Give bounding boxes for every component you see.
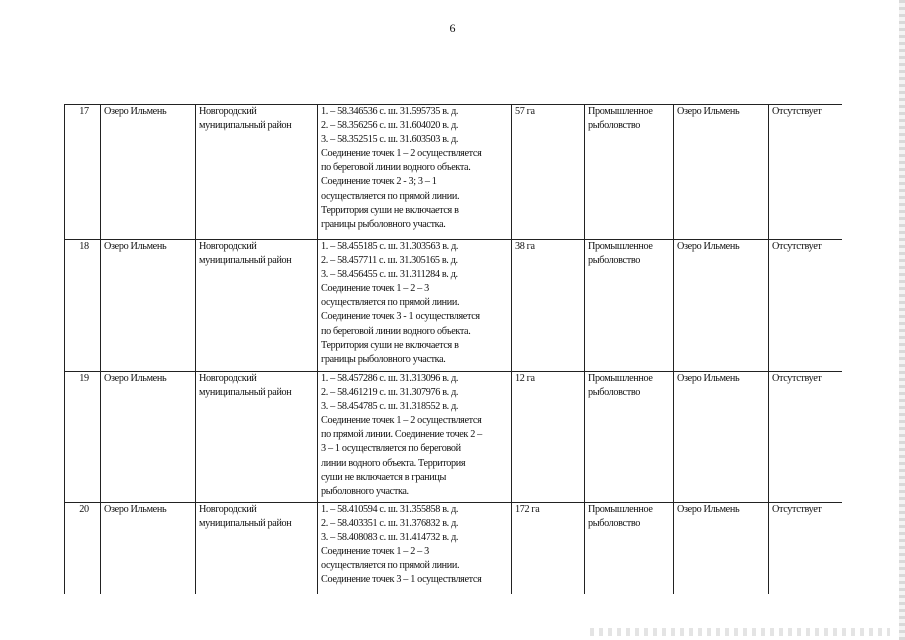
coordinate-line: осуществляется по прямой линии. [321,560,460,572]
coordinate-line: осуществляется по прямой линии. [321,190,460,202]
coordinate-line: 3. – 58.352515 с. ш. 31.603503 в. д. [321,134,459,146]
coordinate-line: 1. – 58.410594 с. ш. 31.355858 в. д. [321,504,459,515]
table-body [65,105,843,595]
coordinate-line: 3 – 1 осуществляется по береговой [321,443,461,455]
cell-coordinates [318,372,512,503]
cell-water-body: Озеро Ильмень [674,372,769,503]
coordinate-line: 2. – 58.457711 с. ш. 31.305165 в. д. [321,255,458,267]
cell-status: Отсутствует [769,503,843,595]
cell-status: Отсутствует [769,372,843,503]
cell-district [196,372,318,503]
cell-number: 17 [65,105,101,240]
coordinate-line: 2. – 58.403351 с. ш. 31.376832 в. д. [321,518,459,530]
district-line: муниципальный район [199,255,292,267]
scan-edge-artifact [899,0,905,640]
district-line: Новгородский [199,106,257,117]
coordinate-line: линии водного объекта. Территория [321,457,466,469]
cell-water-body: Озеро Ильмень [674,503,769,595]
cell-status: Отсутствует [769,105,843,240]
cell-coordinates [318,105,512,240]
cell-number: 19 [65,372,101,503]
cell-usage [585,240,674,372]
cell-coordinates [318,503,512,595]
usage-line: рыболовство [588,518,640,530]
cell-number: 20 [65,503,101,595]
coordinate-line: по прямой линии. Соединение точек 2 – [321,429,482,441]
coordinate-line: осуществляется по прямой линии. [321,297,460,309]
coordinate-line: 1. – 58.455185 с. ш. 31.303563 в. д. [321,241,459,252]
cell-district [196,105,318,240]
cell-water-body: Озеро Ильмень [674,240,769,372]
usage-line: Промышленное [588,241,653,252]
coordinate-line: Соединение точек 1 – 2 – 3 [321,283,429,295]
cell-usage [585,372,674,503]
table-row [65,503,843,595]
cell-lake-name: Озеро Ильмень [101,240,196,372]
cell-area: 57 га [512,105,585,240]
district-line: Новгородский [199,504,257,515]
cell-area: 172 га [512,503,585,595]
district-line: Новгородский [199,373,257,384]
coordinate-line: Соединение точек 2 - 3; 3 – 1 [321,176,437,188]
cell-district [196,503,318,595]
fishing-areas-table-wrapper [64,104,842,594]
usage-line: Промышленное [588,373,653,384]
coordinate-line: 1. – 58.346536 с. ш. 31.595735 в. д. [321,106,459,117]
coordinate-line: Соединение точек 1 – 2 осуществляется [321,148,482,160]
coordinate-line: 3. – 58.408083 с. ш. 31.414732 в. д. [321,532,459,544]
table-row [65,372,843,503]
cell-area: 38 га [512,240,585,372]
coordinate-line: 3. – 58.454785 с. ш. 31.318552 в. д. [321,401,459,413]
district-line: муниципальный район [199,120,292,132]
usage-line: Промышленное [588,106,653,117]
cell-district [196,240,318,372]
cell-water-body: Озеро Ильмень [674,105,769,240]
coordinate-line: рыболовного участка. [321,485,409,497]
scan-bottom-artifact [590,628,890,636]
coordinate-line: Соединение точек 1 – 2 – 3 [321,546,429,558]
coordinate-line: Территория суши не включается в [321,339,459,351]
coordinate-line: 2. – 58.356256 с. ш. 31.604020 в. д. [321,120,459,132]
fishing-areas-table [64,104,842,594]
coordinate-line: границы рыболовного участка. [321,353,446,365]
usage-line: рыболовство [588,120,640,132]
cell-lake-name: Озеро Ильмень [101,372,196,503]
district-line: муниципальный район [199,518,292,530]
coordinate-line: Соединение точек 3 – 1 осуществляется [321,574,482,586]
coordinate-line: по береговой линии водного объекта. [321,162,471,174]
table-row [65,105,843,240]
coordinate-line: Территория суши не включается в [321,204,459,216]
cell-lake-name: Озеро Ильмень [101,503,196,595]
usage-line: Промышленное [588,504,653,515]
coordinate-line: 2. – 58.461219 с. ш. 31.307976 в. д. [321,387,459,399]
cell-usage [585,503,674,595]
usage-line: рыболовство [588,255,640,267]
coordinate-line: Соединение точек 3 - 1 осуществляется [321,311,480,323]
coordinate-line: Соединение точек 1 – 2 осуществляется [321,415,482,427]
cell-area: 12 га [512,372,585,503]
cell-usage [585,105,674,240]
district-line: Новгородский [199,241,257,252]
coordinate-line: 3. – 58.456455 с. ш. 31.311284 в. д. [321,269,458,281]
usage-line: рыболовство [588,387,640,399]
cell-coordinates [318,240,512,372]
table-row [65,240,843,372]
cell-lake-name: Озеро Ильмень [101,105,196,240]
cell-number: 18 [65,240,101,372]
coordinate-line: 1. – 58.457286 с. ш. 31.313096 в. д. [321,373,459,384]
coordinate-line: суши не включается в границы [321,471,446,483]
district-line: муниципальный район [199,387,292,399]
cell-status: Отсутствует [769,240,843,372]
page-number: 6 [449,21,456,35]
coordinate-line: границы рыболовного участка. [321,218,446,230]
coordinate-line: по береговой линии водного объекта. [321,325,471,337]
